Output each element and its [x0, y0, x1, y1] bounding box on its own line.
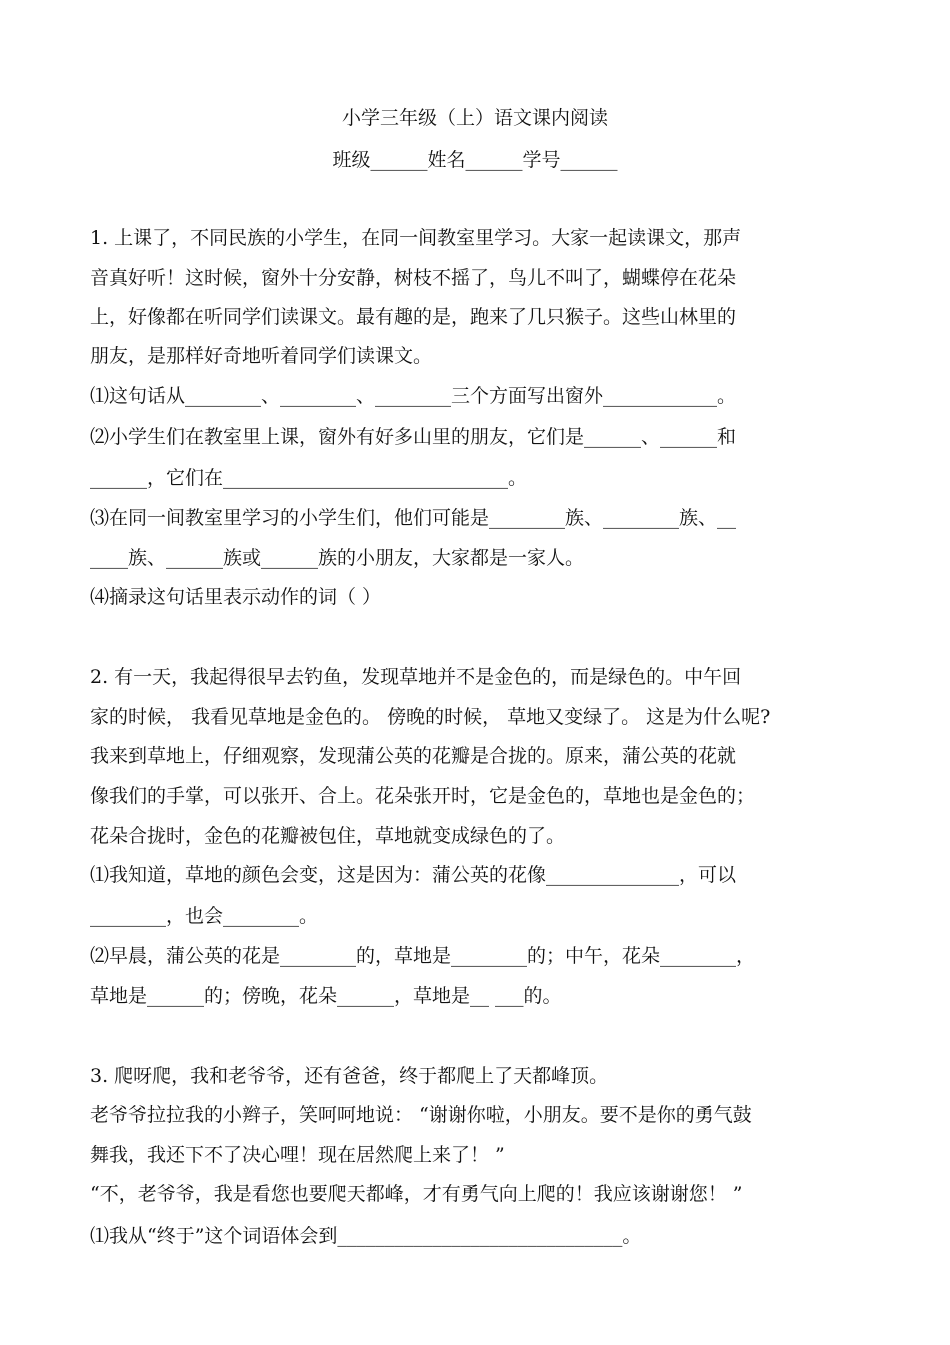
q2-question-line: 草地是______的；傍晚，花朵______，草地是__ ___的。	[90, 985, 562, 1007]
worksheet-title: 小学三年级（上）语文课内阅读	[341, 107, 608, 129]
q2-passage-line: 像我们的手掌，可以张开、合上。花朵张开时，它是金色的，草地也是金色的；	[90, 785, 756, 807]
q1-question-line: ⑶在同一间教室里学习的小学生们，他们可能是________族、________族、__	[90, 507, 737, 529]
q1-question-line: ⑴这句话从________、________、________三个方面写出窗外____________。	[90, 385, 737, 407]
q2-passage-line: 花朵合拢时，金色的花瓣被包住，草地就变成绿色的了。	[90, 825, 566, 847]
q1-passage-line: 上，好像都在听同学们读课文。最有趣的是，跑来了几只猴子。这些山林里的	[90, 306, 737, 328]
q3-passage-line: 老爷爷拉拉我的小辫子，笑呵呵地说： “谢谢你啦，小朋友。要不是你的勇气鼓	[90, 1104, 752, 1126]
q2-passage-line: 2. 有一天，我起得很早去钓鱼，发现草地并不是金色的，而是绿色的。中午回	[90, 666, 742, 688]
q2-question-line: ⑴我知道，草地的颜色会变，这是因为：蒲公英的花像______________，可以	[90, 864, 737, 886]
q1-passage-line: 音真好听！这时候，窗外十分安静，树枝不摇了，鸟儿不叫了，蝴蝶停在花朵	[90, 267, 737, 289]
q3-passage-line: “不，老爷爷，我是看您也要爬天都峰，才有勇气向上爬的！我应该谢谢您！ ”	[90, 1183, 743, 1205]
q2-passage-line: 我来到草地上，仔细观察，发现蒲公英的花瓣是合拢的。原来，蒲公英的花就	[90, 745, 737, 767]
q1-question-line: ⑷摘录这句话里表示动作的词（ ）	[90, 586, 382, 608]
q2-question-line: ⑵早晨，蒲公英的花是________的，草地是________的；中午，花朵________，	[90, 945, 756, 967]
q3-passage-line: 舞我，我还下不了决心哩！现在居然爬上来了！ ”	[90, 1144, 505, 1166]
q3-question-line: ⑴我从“终于”这个词语体会到______________________________。	[90, 1225, 642, 1247]
q2-question-line: ________，也会________。	[90, 905, 319, 927]
q1-question-line: ____族、______族或______族的小朋友，大家都是一家人。	[90, 547, 585, 569]
student-info-line: 班级______姓名______学号______	[332, 149, 618, 171]
q1-passage-line: 朋友，是那样好奇地听着同学们读课文。	[90, 345, 433, 367]
q2-passage-line: 家的时候， 我看见草地是金色的。 傍晚的时候， 草地又变绿了。 这是为什么呢?	[90, 706, 771, 728]
q1-passage-line: 1. 上课了，不同民族的小学生，在同一间教室里学习。大家一起读课文，那声	[90, 227, 742, 249]
q1-question-line: ⑵小学生们在教室里上课，窗外有好多山里的朋友，它们是______、______和	[90, 426, 737, 448]
q3-passage-line: 3. 爬呀爬，我和老爷爷，还有爸爸，终于都爬上了天都峰顶。	[90, 1065, 609, 1087]
q1-question-line: ______，它们在______________________________。	[90, 467, 528, 489]
